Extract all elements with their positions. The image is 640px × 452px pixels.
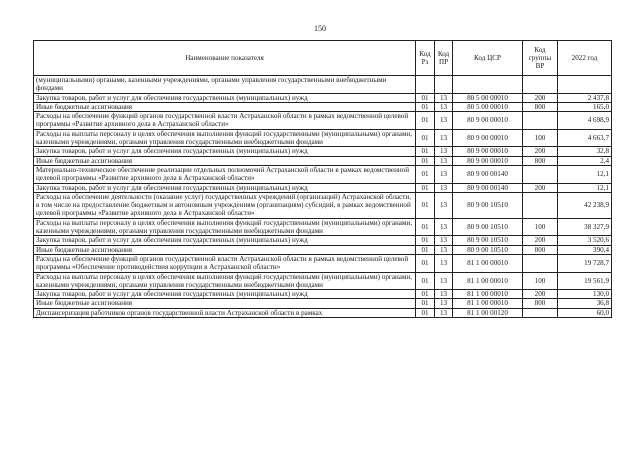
- cell-amount: 12,1: [558, 183, 612, 192]
- cell-amount: 36,8: [558, 299, 612, 308]
- cell-rz: 01: [416, 165, 435, 183]
- cell-name: Расходы на обеспечение деятельности (оказание услуг) государственных учреждений (организаций) Астраханской области, в том числе на предоставление бюджетным и автономным учреждениям (организациям) субсидий, в рамках ведомственной целевой программы «Развитие архивного дела в Астраханской области»: [34, 192, 416, 218]
- cell-amount: 4 663,7: [558, 129, 612, 147]
- cell-amount: 19 561,9: [558, 272, 612, 290]
- cell-pr: 13: [435, 112, 453, 130]
- cell-vr: [523, 192, 558, 218]
- cell-csr: 80 9 00 00010: [453, 129, 523, 147]
- cell-vr: [523, 308, 558, 317]
- cell-csr: 81 1 00 00010: [453, 272, 523, 290]
- cell-amount: 2,4: [558, 156, 612, 165]
- cell-pr: 13: [435, 102, 453, 111]
- table-row: [34, 147, 612, 156]
- cell-pr: 13: [435, 245, 453, 254]
- cell-amount: 42 238,9: [558, 192, 612, 218]
- cell-pr: 13: [435, 129, 453, 147]
- cell-amount: 165,0: [558, 102, 612, 111]
- table-row: [34, 156, 612, 165]
- cell-vr: [523, 254, 558, 272]
- cell-csr: 81 1 00 00010: [453, 290, 523, 299]
- table-header-row: [34, 41, 612, 76]
- cell-amount: [558, 76, 612, 94]
- cell-vr: 100: [523, 218, 558, 236]
- cell-csr: 80 9 00 10510: [453, 218, 523, 236]
- cell-pr: 13: [435, 147, 453, 156]
- cell-amount: 32,8: [558, 147, 612, 156]
- cell-csr: 80 9 00 10510: [453, 192, 523, 218]
- cell-csr: 81 1 00 00010: [453, 299, 523, 308]
- cell-rz: 01: [416, 290, 435, 299]
- cell-amount: 60,0: [558, 308, 612, 317]
- cell-name: Закупка товаров, работ и услуг для обеспечения государственных (муниципальных) нужд: [34, 93, 416, 102]
- cell-csr: 80 5 00 00010: [453, 102, 523, 111]
- cell-csr: 80 9 00 00010: [453, 156, 523, 165]
- cell-name: Закупка товаров, работ и услуг для обеспечения государственных (муниципальных) нужд: [34, 290, 416, 299]
- cell-vr: 800: [523, 102, 558, 111]
- cell-pr: [435, 76, 453, 94]
- cell-amount: 4 698,9: [558, 112, 612, 130]
- table-row: [34, 93, 612, 102]
- cell-pr: 13: [435, 165, 453, 183]
- cell-name: Расходы на обеспечение функций органов государственной власти Астраханской области в рамках ведомственной целевой программы «Развитие архивного дела в Астраханской области»: [34, 112, 416, 130]
- cell-rz: 01: [416, 147, 435, 156]
- cell-rz: 01: [416, 93, 435, 102]
- cell-pr: 13: [435, 236, 453, 245]
- table-row: [34, 102, 612, 111]
- cell-name: Расходы на обеспечение функций органов государственной власти Астраханской области в рамках ведомственной целевой программы «Обеспечение противодействия коррупции в Астраханской области»: [34, 254, 416, 272]
- cell-vr: 800: [523, 156, 558, 165]
- table-row: [34, 76, 612, 94]
- cell-amount: 19 728,7: [558, 254, 612, 272]
- cell-vr: 200: [523, 236, 558, 245]
- cell-csr: 80 9 00 00140: [453, 165, 523, 183]
- table-row: [34, 272, 612, 290]
- cell-pr: 13: [435, 192, 453, 218]
- cell-pr: 13: [435, 290, 453, 299]
- cell-rz: 01: [416, 254, 435, 272]
- cell-csr: 80 9 00 00140: [453, 183, 523, 192]
- cell-amount: 390,4: [558, 245, 612, 254]
- cell-vr: 800: [523, 299, 558, 308]
- cell-name: Расходы на выплаты персоналу в целях обеспечения выполнения функций государственными (муниципальными) органами, казенными учреждениями, органами управления государственными внебюджетными фондами: [34, 272, 416, 290]
- table-row: [34, 236, 612, 245]
- cell-name: (муниципальными) органами, казенными учреждениями, органами управления государственными внебюджетными фондами: [34, 76, 416, 94]
- cell-csr: [453, 76, 523, 94]
- cell-amount: 2 437,8: [558, 93, 612, 102]
- cell-rz: 01: [416, 183, 435, 192]
- cell-pr: 13: [435, 299, 453, 308]
- table-row: [34, 129, 612, 147]
- cell-csr: 81 1 00 00010: [453, 254, 523, 272]
- cell-pr: 13: [435, 156, 453, 165]
- cell-vr: 100: [523, 272, 558, 290]
- cell-amount: 130,0: [558, 290, 612, 299]
- cell-rz: 01: [416, 299, 435, 308]
- table-row: [34, 192, 612, 218]
- cell-rz: 01: [416, 102, 435, 111]
- table-row: [34, 112, 612, 130]
- cell-csr: 80 9 00 10510: [453, 245, 523, 254]
- cell-csr: 80 5 00 00010: [453, 93, 523, 102]
- cell-amount: 38 327,9: [558, 218, 612, 236]
- header-rz: Код Рз: [416, 41, 435, 76]
- cell-name: Иные бюджетные ассигнования: [34, 156, 416, 165]
- table-row: [34, 245, 612, 254]
- cell-rz: 01: [416, 272, 435, 290]
- cell-name: Иные бюджетные ассигнования: [34, 245, 416, 254]
- page-number: 150: [314, 24, 326, 33]
- cell-vr: 200: [523, 147, 558, 156]
- cell-rz: 01: [416, 156, 435, 165]
- cell-csr: 81 1 00 00120: [453, 308, 523, 317]
- header-name: Наименование показателя: [34, 41, 416, 76]
- budget-table: [33, 40, 612, 318]
- cell-rz: 01: [416, 218, 435, 236]
- cell-amount: 12,1: [558, 165, 612, 183]
- cell-pr: 13: [435, 93, 453, 102]
- cell-csr: 80 9 00 00010: [453, 147, 523, 156]
- cell-pr: 13: [435, 218, 453, 236]
- cell-amount: 3 520,6: [558, 236, 612, 245]
- cell-name: Иные бюджетные ассигнования: [34, 102, 416, 111]
- cell-vr: 200: [523, 183, 558, 192]
- table-row: [34, 218, 612, 236]
- cell-pr: 13: [435, 254, 453, 272]
- cell-rz: 01: [416, 112, 435, 130]
- cell-csr: 80 9 00 00010: [453, 112, 523, 130]
- cell-name: Диспансеризация работников органов государственной власти Астраханской области в рамках: [34, 308, 416, 317]
- table-row: [34, 290, 612, 299]
- cell-rz: 01: [416, 236, 435, 245]
- header-pr: Код ПР: [435, 41, 453, 76]
- cell-vr: 800: [523, 245, 558, 254]
- cell-rz: 01: [416, 308, 435, 317]
- cell-vr: 100: [523, 129, 558, 147]
- cell-csr: 80 9 00 10510: [453, 236, 523, 245]
- cell-name: Закупка товаров, работ и услуг для обеспечения государственных (муниципальных) нужд: [34, 147, 416, 156]
- cell-name: Расходы на выплаты персоналу в целях обеспечения выполнения функций государственными (муниципальными) органами, казенными учреждениями, органами управления государственными внебюджетными фондами: [34, 129, 416, 147]
- cell-vr: [523, 112, 558, 130]
- table-row: [34, 183, 612, 192]
- header-csr: Код ЦСР: [453, 41, 523, 76]
- cell-rz: 01: [416, 245, 435, 254]
- cell-vr: [523, 76, 558, 94]
- header-vr: Код группы ВР: [523, 41, 558, 76]
- cell-rz: 01: [416, 129, 435, 147]
- cell-name: Закупка товаров, работ и услуг для обеспечения государственных (муниципальных) нужд: [34, 183, 416, 192]
- cell-rz: 01: [416, 192, 435, 218]
- cell-pr: 13: [435, 272, 453, 290]
- header-year: 2022 год: [558, 41, 612, 76]
- cell-name: Иные бюджетные ассигнования: [34, 299, 416, 308]
- cell-name: Материально-техническое обеспечение реализации отдельных полномочий Астраханской области в рамках ведомственной целевой программы «Развитие архивного дела в Астраханской области»: [34, 165, 416, 183]
- cell-name: Закупка товаров, работ и услуг для обеспечения государственных (муниципальных) нужд: [34, 236, 416, 245]
- cell-pr: 13: [435, 183, 453, 192]
- cell-rz: [416, 76, 435, 94]
- cell-pr: 13: [435, 308, 453, 317]
- cell-vr: 200: [523, 290, 558, 299]
- table-row: [34, 299, 612, 308]
- table-row: [34, 165, 612, 183]
- cell-name: Расходы на выплаты персоналу в целях обеспечения выполнения функций государственными (муниципальными) органами, казенными учреждениями, органами управления государственными внебюджетными фондами: [34, 218, 416, 236]
- cell-vr: 200: [523, 93, 558, 102]
- table-row: [34, 308, 612, 317]
- cell-vr: [523, 165, 558, 183]
- table-row: [34, 254, 612, 272]
